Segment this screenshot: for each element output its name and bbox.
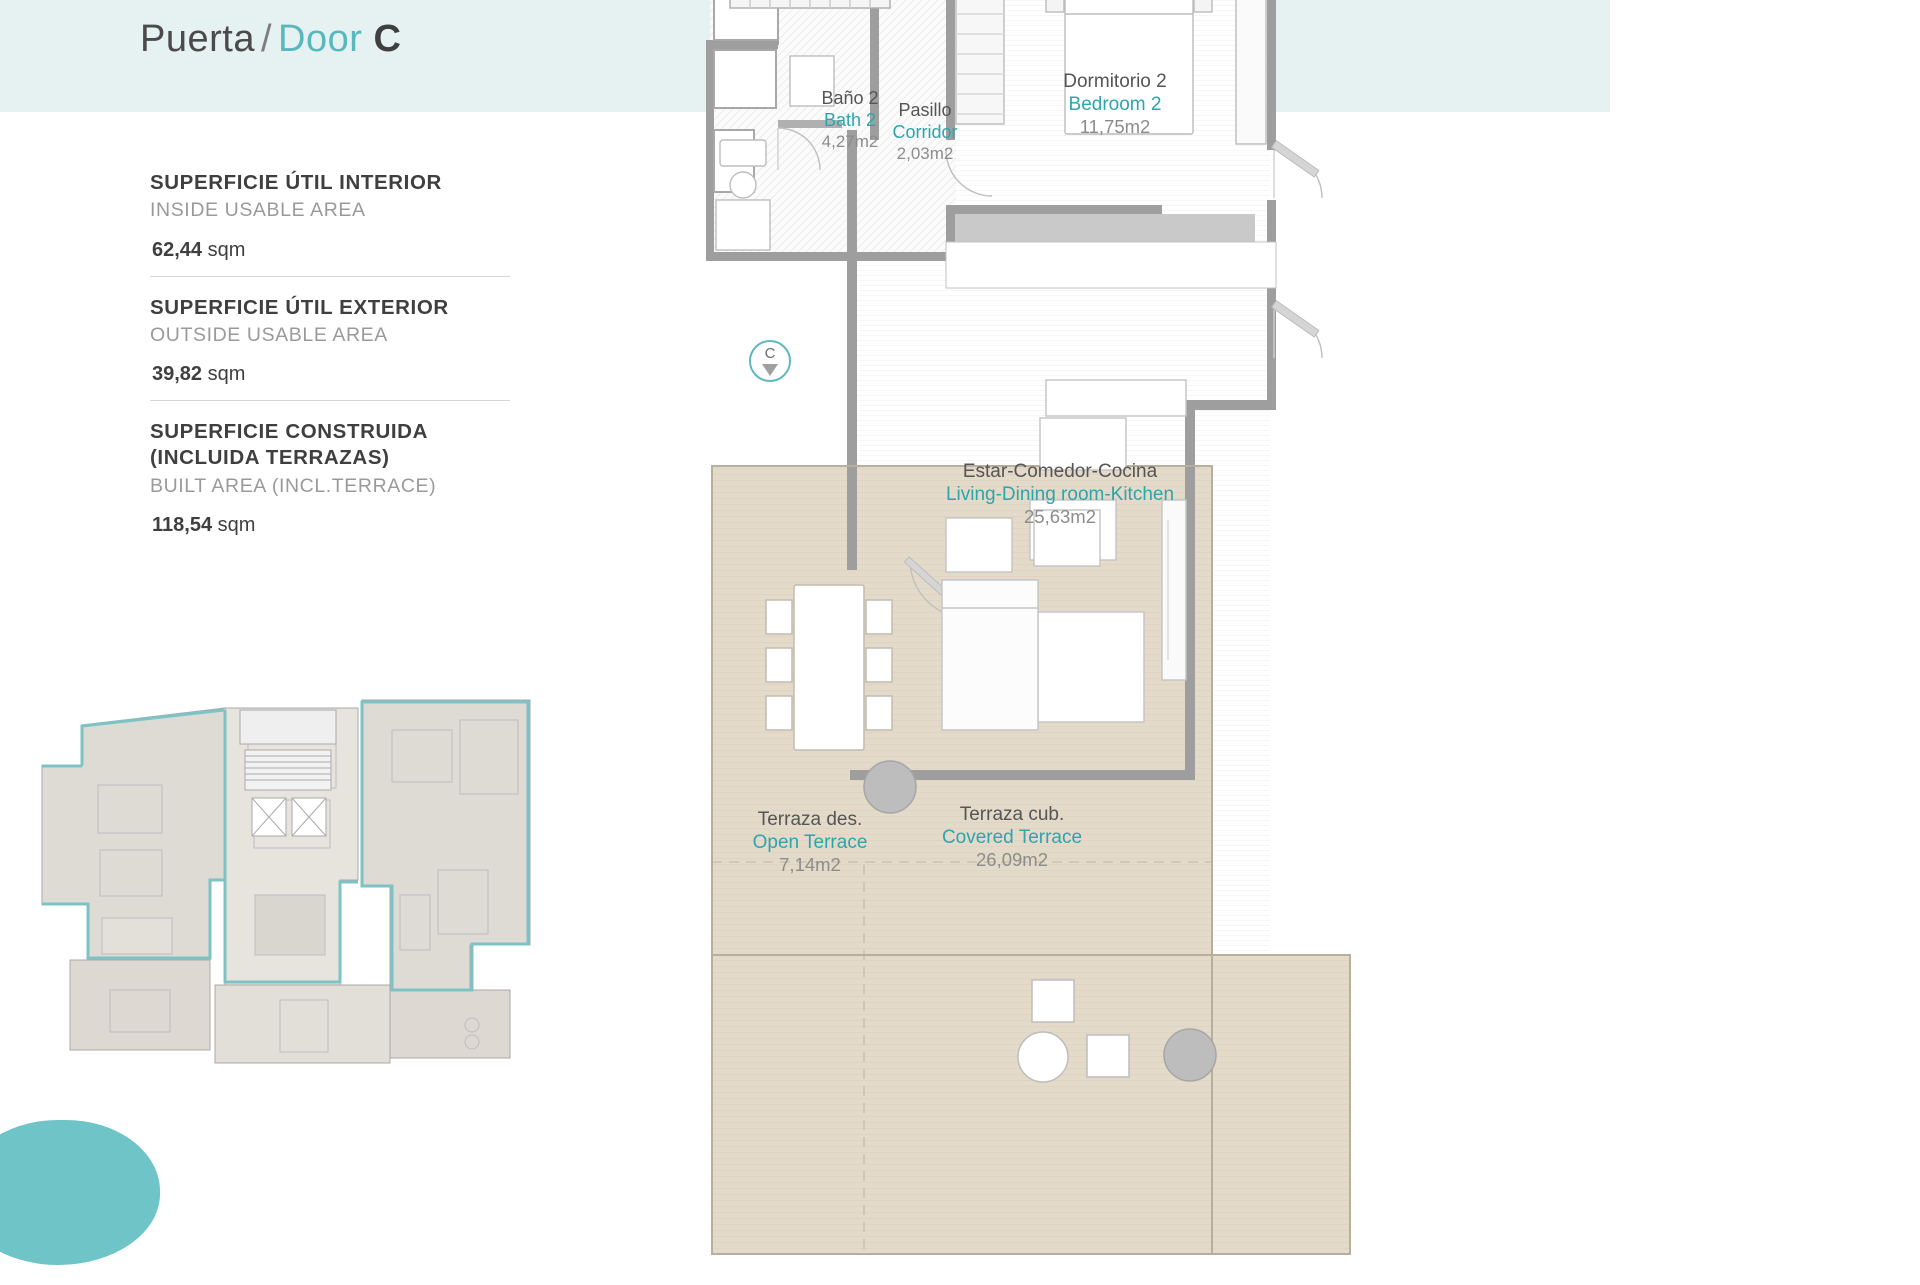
room-label-es: Terraza cub. [959,804,1065,825]
room-label-open-terrace [720,808,900,877]
area-label-en: INSIDE USABLE AREA [150,199,366,222]
page-title-separator: / [260,18,273,60]
room-label-area: 11,75m2 [1079,116,1151,138]
room-label-area: 2,03m2 [896,143,954,163]
room-label-living [890,460,1230,529]
page-title-en: Door [278,18,363,60]
key-plan-svg [40,690,600,1110]
room-label-area: 7,14m2 [779,854,841,876]
area-value-unit: sqm [207,363,246,386]
area-value-number: 62,44 [152,238,203,261]
page-title [140,18,401,61]
area-label-es: SUPERFICIE ÚTIL INTERIOR [150,171,442,194]
room-label-es: Pasillo [898,100,952,120]
room-label-es: Baño 2 [821,88,879,108]
room-label-en: Living-Dining room-Kitchen [945,484,1175,506]
room-label-en: Bath 2 [823,109,877,130]
room-label-en: Covered Terrace [941,827,1083,849]
room-label-en: Bedroom 2 [1068,94,1162,116]
svg-text:C: C [764,345,776,362]
area-value [152,363,510,386]
area-label-es: SUPERFICIE CONSTRUIDA (INCLUIDA TERRAZAS) [150,420,428,470]
room-label-en: Open Terrace [752,832,868,854]
area-label-en: BUILT AREA (INCL.TERRACE) [150,474,437,497]
room-label-area: 25,63m2 [1024,506,1096,528]
area-block-inside [150,170,510,276]
area-label-es: SUPERFICIE ÚTIL EXTERIOR [150,295,449,319]
area-value-number: 118,54 [152,513,213,536]
room-label-es: Estar-Comedor-Cocina [962,461,1158,482]
key-plan-thumbnail [40,690,600,1110]
room-label-area: 26,09m2 [976,849,1048,871]
page-title-letter: C [373,18,402,60]
area-label-en: OUTSIDE USABLE AREA [150,323,388,346]
room-label-es: Terraza des. [757,809,863,830]
page-title-es: Puerta [140,18,255,60]
floor-plan [752,0,1920,1280]
area-value [152,239,510,262]
area-block-built [150,400,510,551]
area-value-number: 39,82 [152,363,203,386]
room-label-covered-terrace [902,803,1122,872]
area-block-outside [150,276,510,401]
room-label-area: 4,27m2 [821,131,879,151]
area-summary [150,170,510,551]
room-label-corridor [860,100,990,165]
room-label-en: Corridor [892,121,958,142]
door-marker-icon [750,341,790,381]
decorative-blob [0,1120,160,1265]
room-label-es: Dormitorio 2 [1063,71,1167,92]
area-value-unit: sqm [207,238,246,261]
area-value [152,514,510,537]
area-value-unit: sqm [217,513,256,536]
room-label-bedroom2 [1000,70,1230,139]
